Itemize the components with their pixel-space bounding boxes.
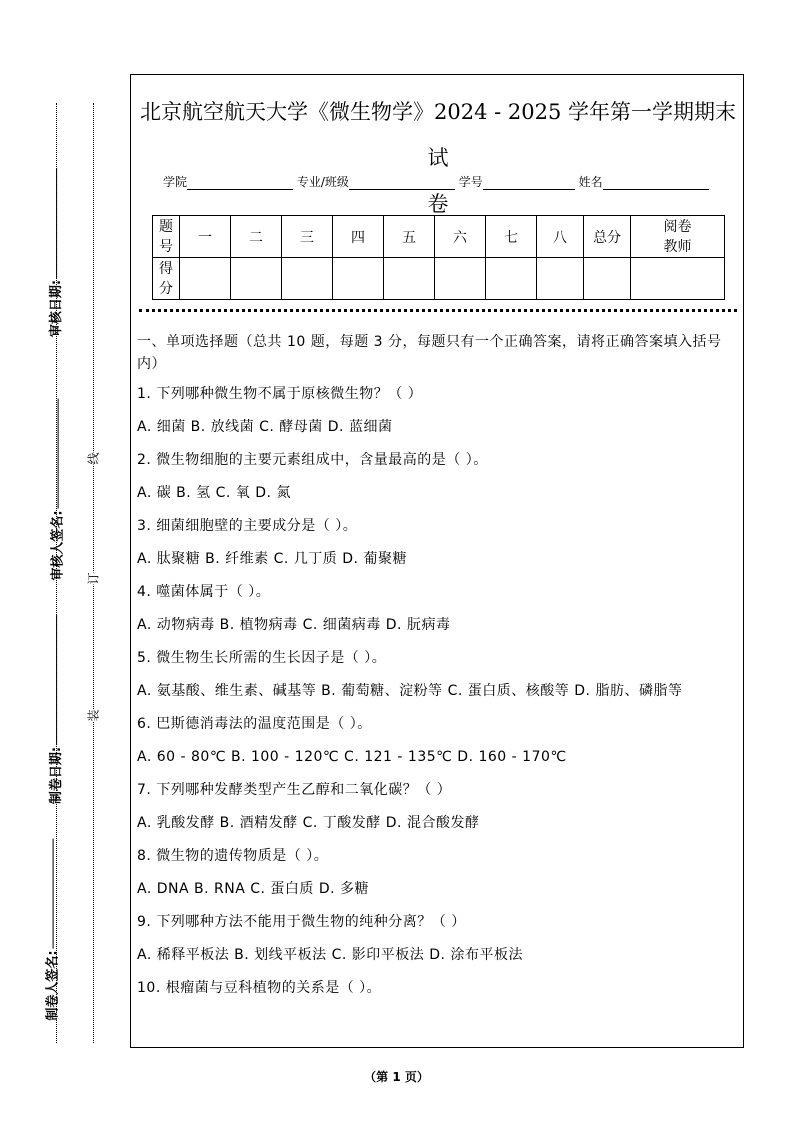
question-options: A. 碳 B. 氢 C. 氧 D. 氮 (137, 485, 291, 501)
reviewer-date-field[interactable] (45, 168, 64, 337)
score-cell[interactable] (282, 258, 333, 300)
name-field[interactable] (603, 177, 709, 190)
maker-sign-label: 制卷人签名: (45, 950, 61, 1021)
score-col: 三 (282, 216, 333, 258)
section-separator (139, 309, 737, 312)
score-col: 八 (537, 216, 584, 258)
college-field[interactable] (187, 177, 293, 190)
name-label: 姓名 (578, 175, 603, 189)
score-col: 六 (435, 216, 486, 258)
score-cell[interactable] (537, 258, 584, 300)
score-col: 四 (333, 216, 384, 258)
score-cell[interactable] (180, 258, 231, 300)
reviewer-sign-label: 审核人签名: (50, 510, 66, 581)
exam-title (131, 89, 745, 227)
question-text: 2. 微生物细胞的主要元素组成中，含量最高的是（ ）。 (137, 452, 488, 468)
question-options: A. 稀释平板法 B. 划线平板法 C. 影印平板法 D. 涂布平板法 (137, 947, 523, 963)
question-text: 1. 下列哪种微生物不属于原核微生物？（ ） (137, 386, 423, 402)
question-options: A. 60 - 80℃ B. 100 - 120℃ C. 121 - 135℃ D. 160 - 170℃ (137, 749, 567, 765)
binding-char-line: 线 (83, 452, 104, 464)
score-cell[interactable] (486, 258, 537, 300)
question-options: A. DNA B. RNA C. 蛋白质 D. 多糖 (137, 881, 370, 897)
score-col-grader: 阅卷教师 (631, 216, 725, 258)
question-text: 7. 下列哪种发酵类型产生乙醇和二氧化碳？（ ） (137, 782, 452, 798)
score-cell[interactable] (231, 258, 282, 300)
score-col: 五 (384, 216, 435, 258)
score-table-row1-head: 题号 (153, 216, 180, 258)
score-table (152, 215, 725, 300)
question-options: A. 氨基酸、维生素、碱基等 B. 葡萄糖、淀粉等 C. 蛋白质、核酸等 D. 脂肪、磷脂等 (137, 683, 683, 699)
question-options: A. 细菌 B. 放线菌 C. 酵母菌 D. 蓝细菌 (137, 419, 393, 435)
question-text: 8. 微生物的遗传物质是（ ）。 (137, 848, 329, 864)
reviewer-sign-field[interactable] (47, 398, 66, 580)
question-content (137, 331, 739, 1010)
question-options: A. 乳酸发酵 B. 酒精发酵 C. 丁酸发酵 D. 混合酸发酵 (137, 815, 480, 831)
question-text: 3. 细菌细胞壁的主要成分是（ ）。 (137, 518, 358, 534)
exam-title-line1: 北京航空航天大学《微生物学》2024 - 2025 学年第一学期期末试 (139, 100, 736, 170)
question-text: 4. 噬菌体属于（ ）。 (137, 584, 271, 600)
student-info-row (163, 173, 709, 190)
score-col: 二 (231, 216, 282, 258)
score-table-row2-head: 得分 (153, 258, 180, 300)
major-label: 专业/班级 (296, 175, 349, 189)
page-number: （第 1 页） (364, 1070, 429, 1084)
exam-frame (130, 74, 744, 1048)
reviewer-date-label: 审核日期: (49, 279, 65, 338)
section1-heading: 一、单项选择题（总共 10 题，每题 3 分，每题只有一个正确答案，请将正确答案填入括号内） (137, 334, 722, 372)
student-id-label: 学号 (458, 175, 483, 189)
maker-date-field[interactable] (45, 615, 64, 804)
question-text: 5. 微生物生长所需的生长因子是（ ）。 (137, 650, 387, 666)
score-col: 七 (486, 216, 537, 258)
binding-char-ding: 订 (83, 572, 104, 584)
major-field[interactable] (349, 177, 455, 190)
score-cell[interactable] (333, 258, 384, 300)
score-col-total: 总分 (584, 216, 631, 258)
maker-sign-field[interactable] (42, 838, 61, 1020)
question-text: 6. 巴斯德消毒法的温度范围是（ ）。 (137, 716, 372, 732)
score-cell[interactable] (435, 258, 486, 300)
question-options: A. 动物病毒 B. 植物病毒 C. 细菌病毒 D. 朊病毒 (137, 617, 451, 633)
exam-title-line2: 卷 (427, 192, 449, 216)
question-options: A. 肽聚糖 B. 纤维素 C. 几丁质 D. 葡聚糖 (137, 551, 407, 567)
college-label: 学院 (163, 175, 188, 189)
score-col: 一 (180, 216, 231, 258)
question-text: 9. 下列哪种方法不能用于微生物的纯种分离？（ ） (137, 914, 466, 930)
score-cell[interactable] (384, 258, 435, 300)
score-cell[interactable] (584, 258, 631, 300)
score-cell[interactable] (631, 258, 725, 300)
binding-char-zhuang: 装 (83, 709, 104, 721)
question-text: 10. 根瘤菌与豆科植物的关系是（ ）。 (137, 980, 382, 996)
student-id-field[interactable] (483, 177, 575, 190)
maker-date-label: 制卷日期: (49, 746, 65, 805)
